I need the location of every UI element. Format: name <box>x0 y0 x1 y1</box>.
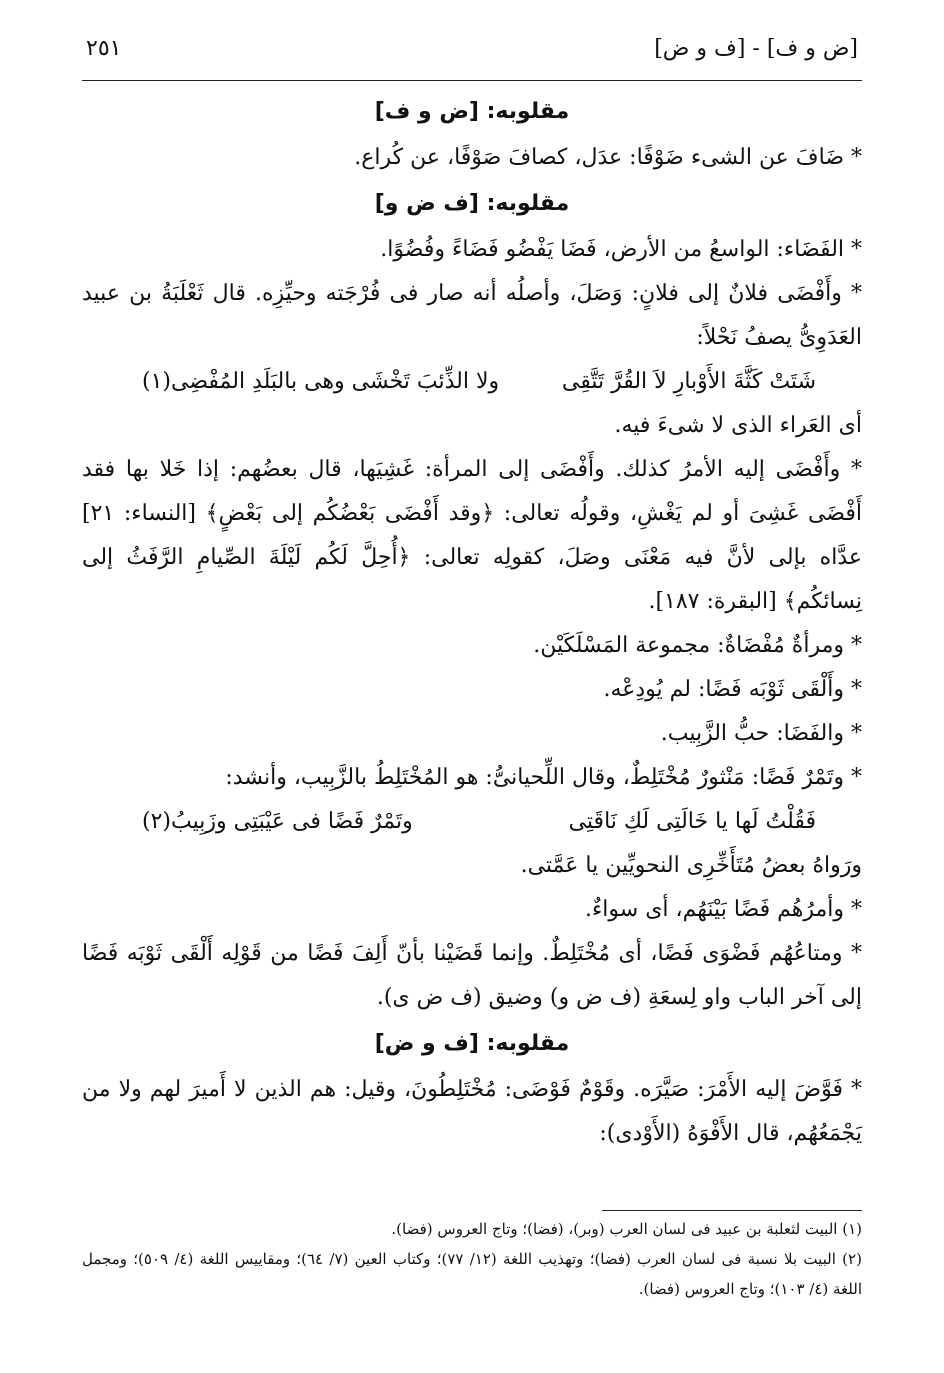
verse-hemistich: شَتَتْ كَثَّةَ الأَوْبارِ لاَ القُرَّ تَتَّقِى <box>561 369 816 394</box>
paragraph: * ضَافَ عن الشىء ضَوْفًا: عدَل، كصافَ صَوْفًا، عن كُراع. <box>354 145 862 170</box>
paragraph: أى العَراء الذى لا شىءَ فيه. <box>614 413 862 438</box>
paragraph: * والفَضَا: حبُّ الزَّبِيب. <box>660 721 862 746</box>
main-text <box>82 88 862 1156</box>
page-number: ٢٥١ <box>86 36 122 61</box>
verse-line <box>82 360 862 404</box>
paragraph: * فَوَّضَ إليه الأَمْرَ: صَيَّرَه. وقَوْمٌ فَوْضَى: مُخْتَلِطُونَ، وقيل: هم الذين لا أَميرَ لهم ولا من يَجْمَعُهُم، قال الأَفْوَهُ (الأَوْدى): <box>82 1077 862 1146</box>
verse-hemistich: فَقُلْتُ لَها يا خَالَتِى لَكِ نَاقَتِى <box>568 809 816 834</box>
paragraph: * وأمرُهُم فَضًا بَيْنَهُم، أى سواءٌ. <box>584 897 862 922</box>
paragraph: * ومرأةٌ مُفْضَاةٌ: مجموعة المَسْلَكَيْن. <box>533 633 862 658</box>
section-heading: مقلوبه: [ف ض و] <box>374 191 570 216</box>
paragraph: * وأَلْقَى ثَوْبَه فَضًا: لم يُودِعْه. <box>603 677 862 702</box>
paragraph: * وتَمْرٌ فَضًا: مَنْثورٌ مُخْتَلِطٌ، وقال اللِّحيانىُّ: هو المُخْتَلِطُ بالزَّبِيب، وأنشد: <box>225 765 862 790</box>
running-head: [ض و ف] - [ف و ض] <box>654 36 858 61</box>
paragraph: * وأَفْضَى إليه الأمرُ كذلك. وأَفْضَى إلى المرأة: غَشِيَها، قال بعضُهم: إذا خَلا بها فقد أَفْضَى غَشِىَ أو لم يَغْشِ، وقولُه تعالى: ﴿وقد أَفْضَى بَعْضُكُم إلى بَعْضٍ﴾ [النساء: ٢١] عدَّاه بإلى لأنَّ فيه مَعْنَى وصَلَ، كقولِه تعالى: ﴿أُحِلَّ لَكُم لَيْلَةَ الصِّيامِ الرَّفَثُ إلى نِسائكُم﴾ [البقرة: ١٨٧]. <box>82 457 862 614</box>
section-heading: مقلوبه: [ض و ف] <box>374 99 570 124</box>
paragraph: * وأَفْضَى فلانٌ إلى فلانٍ: وَصَلَ، وأصلُه أنه صار فى فُرْجَته وحيِّزِه. قال ثَعْلَبَةُ بن عبيد العَدَوِىُّ يصفُ نَحْلاً: <box>82 281 862 350</box>
verse-hemistich: وتَمْرٌ فَضًا فى عَيْبَتِى وزَبِيبُ(٢) <box>142 809 413 834</box>
paragraph: * الفَضَاء: الواسعُ من الأرض، فَضَا يَفْضُو فَضَاءً وفُضُوًا. <box>380 237 862 262</box>
paragraph: * ومتاعُهُم فَضْوَى فَضًا، أى مُخْتَلِطٌ. وإنما قَضَيْنا بأنّ أَلِفَ فَضًا من قَوْلِه أَلْقَى ثَوْبَه فَضًا إلى آخر الباب واو لِسعَةِ (ف ض و) وضيق (ف ض ى). <box>82 941 862 1010</box>
verse-line <box>82 800 862 844</box>
footnote: (٢) البيت بلا نسبة فى لسان العرب (فضا)؛ وتهذيب اللغة (١٢/ ٧٧)؛ وكتاب العين (٧/ ٦٤)؛ ومقاييس اللغة (٤/ ٥٠٩)؛ ومجمل اللغة (٤/ ١٠٣)؛ وتاج العروس (فضا). <box>82 1250 862 1298</box>
footnote: (١) البيت لثعلبة بن عبيد فى لسان العرب (وبر)، (فضا)؛ وتاج العروس (فضا). <box>391 1220 862 1238</box>
header-rule <box>82 80 862 81</box>
section-heading: مقلوبه: [ف و ض] <box>374 1031 570 1056</box>
paragraph: ورَواهُ بعضُ مُتَأَخِّرِى النحويِّين يا عَمَّتى. <box>520 853 862 878</box>
footnotes <box>82 1214 862 1304</box>
verse-hemistich: ولا الذِّئبَ تَخْشَى وهى بالبَلَدِ المُفْضِى(١) <box>142 369 500 394</box>
footnote-rule <box>602 1210 862 1211</box>
